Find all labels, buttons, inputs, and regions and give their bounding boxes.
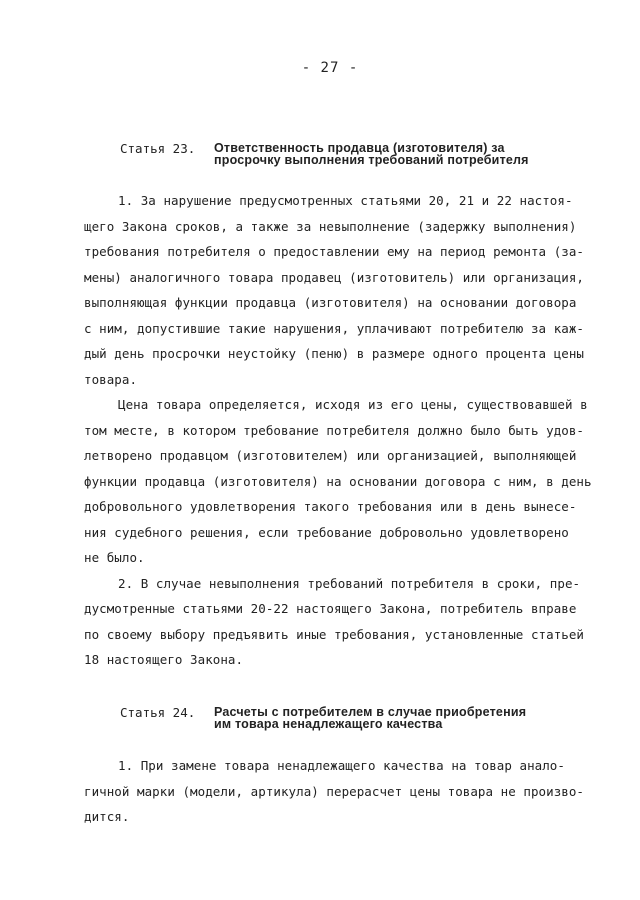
text-line: щего Закона сроков, а также за невыполнение (задержку выполнения) xyxy=(84,218,577,234)
text-line: 1. При замене товара ненадлежащего качества на товар анало- xyxy=(118,758,565,773)
article-23-title-line: Ответственность продавца (изготовителя) за xyxy=(214,141,505,155)
article-24-title-line: Расчеты с потребителем в случае приобретения xyxy=(214,705,527,719)
text-line: гичной марки (модели, артикула) перерасчет цены товара не произво- xyxy=(84,783,584,799)
text-line: ния судебного решения, если требование добровольно удовлетворено xyxy=(84,524,569,540)
text-line: том месте, в котором требование потребителя должно было быть удов- xyxy=(84,422,584,438)
text-line: добровольного удовлетворения такого требования или в день вынесе- xyxy=(84,499,577,514)
text-line: по своему выбору предъявить иные требования, установленные статьей xyxy=(84,626,584,642)
text-line: мены) аналогичного товара продавец (изготовитель) или организация, xyxy=(84,269,584,285)
text-line: требования потребителя о предоставлении ему на период ремонта (за- xyxy=(84,244,584,259)
paragraph xyxy=(84,188,594,392)
article-23-label: Статья 23. xyxy=(120,141,196,156)
text-line: 1. За нарушение предусмотренных статьями 20, 21 и 22 настоя- xyxy=(118,193,573,208)
text-line: функции продавца (изготовителя) на основании договора с ним, в день xyxy=(84,473,592,489)
article-23-body xyxy=(84,188,594,673)
article-24-heading xyxy=(120,706,526,730)
article-23-title xyxy=(214,142,529,166)
text-line: дый день просрочки неустойку (пеню) в размере одного процента цены xyxy=(84,346,584,361)
paragraph xyxy=(84,753,594,830)
text-line: 2. В случае невыполнения требований потребителя в сроки, пре- xyxy=(118,575,581,591)
article-24-title-line: им товара ненадлежащего качества xyxy=(214,717,443,731)
paragraph xyxy=(84,571,594,673)
text-line: 18 настоящего Закона. xyxy=(84,652,244,667)
paragraph xyxy=(84,392,594,571)
page-number: - 27 - xyxy=(301,60,359,76)
text-line: товара. xyxy=(84,371,138,387)
text-line: Цена товара определяется, исходя из его цены, существовавшей в xyxy=(118,397,588,412)
text-line: летворено продавцом (изготовителем) или организацией, выполняющей xyxy=(84,448,577,463)
text-line: дусмотренные статьями 20-22 настоящего Закона, потребитель вправе xyxy=(84,601,577,616)
text-line: выполняющая функции продавца (изготовителя) на основании договора xyxy=(84,295,577,310)
text-line: с ним, допустившие такие нарушения, уплачивают потребителю за каж- xyxy=(84,320,584,336)
article-24-title xyxy=(214,706,526,730)
text-line: не было. xyxy=(84,550,145,565)
article-23-title-line: просрочку выполнения требований потребителя xyxy=(214,153,529,167)
article-24-body xyxy=(84,753,594,830)
article-24-label: Статья 24. xyxy=(120,705,196,720)
article-23-heading xyxy=(120,142,529,166)
text-line: дится. xyxy=(84,809,130,824)
